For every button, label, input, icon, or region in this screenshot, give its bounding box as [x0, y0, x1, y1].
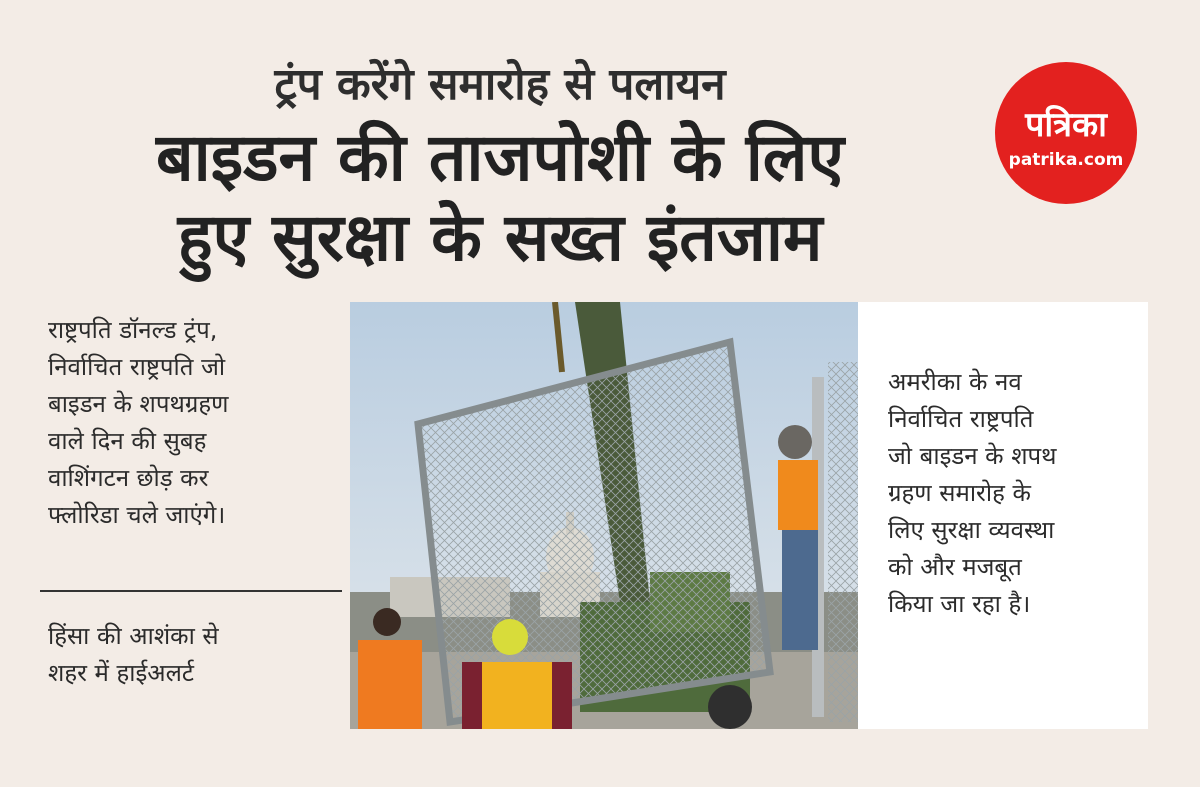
divider — [40, 590, 342, 592]
summary-line: वाले दिन की सुबह — [48, 427, 207, 455]
caption-line: लिए सुरक्षा व्यवस्था — [888, 516, 1055, 544]
summary-line: बाइडन के शपथग्रहण — [48, 390, 229, 418]
fence-workers-photo — [350, 302, 858, 729]
kicker: ट्रंप करेंगे समारोह से पलायन — [274, 59, 726, 110]
headline — [0, 118, 1000, 278]
alert-line: हिंसा की आशंका से — [48, 622, 219, 650]
caption-line: किया जा रहा है। — [888, 590, 1031, 618]
summary-line: फ्लोरिडा चले जाएंगे। — [48, 501, 226, 529]
summary-line: निर्वाचित राष्ट्रपति जो — [48, 353, 226, 381]
photo-caption — [888, 364, 1138, 623]
logo-brand: पत्रिका — [1025, 105, 1107, 145]
left-column — [48, 312, 340, 687]
logo-url: patrika.com — [1008, 150, 1124, 170]
news-photo — [350, 302, 858, 729]
caption-line: को और मजबूत — [888, 553, 1022, 581]
alert-text — [48, 618, 340, 692]
patrika-logo — [995, 62, 1137, 204]
caption-line: जो बाइडन के शपथ — [888, 442, 1057, 470]
caption-line: अमरीका के नव — [888, 368, 1022, 396]
headline-line-1: बाइडन की ताजपोशी के लिए — [155, 119, 845, 196]
summary-line: राष्ट्रपति डॉनल्ड ट्रंप, — [48, 316, 218, 344]
caption-line: निर्वाचित राष्ट्रपति — [888, 405, 1034, 433]
summary-text — [48, 312, 340, 534]
photo-caption-box — [858, 302, 1148, 729]
caption-line: ग्रहण समारोह के — [888, 479, 1031, 507]
headline-line-2: हुए सुरक्षा के सख्त इंतजाम — [177, 199, 823, 276]
alert-line: शहर में हाईअलर्ट — [48, 659, 194, 687]
summary-line: वाशिंगटन छोड़ कर — [48, 464, 209, 492]
